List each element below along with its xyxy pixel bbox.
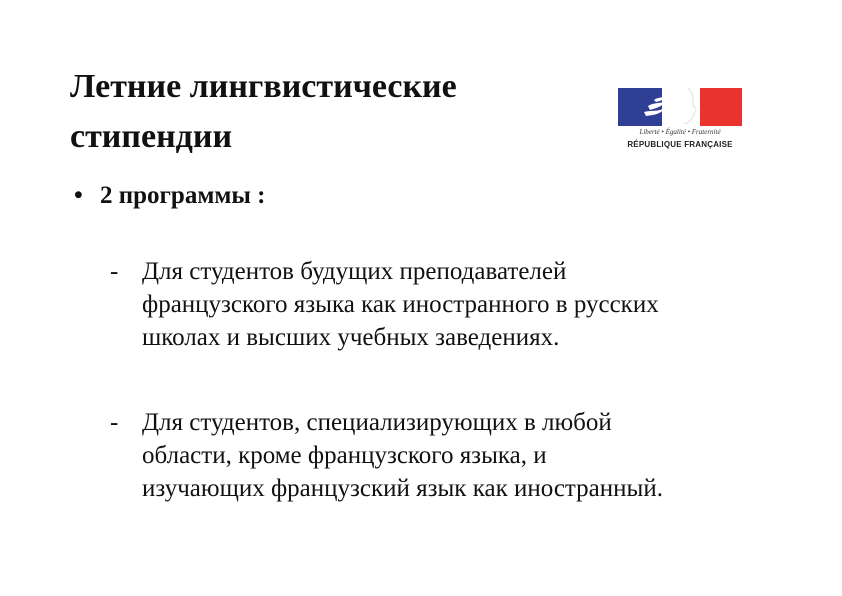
marianne-flag-icon bbox=[618, 88, 742, 126]
item-1-line-1: Для студентов будущих преподавателей bbox=[142, 258, 567, 285]
bullet-marker: • bbox=[74, 182, 83, 209]
sub-item-1 bbox=[110, 255, 810, 354]
logo-name: RÉPUBLIQUE FRANÇAISE bbox=[627, 140, 733, 149]
list-item bbox=[110, 255, 810, 354]
republique-francaise-logo bbox=[618, 88, 742, 156]
logo-motto: Liberté • Égalité • Fraternité bbox=[639, 128, 721, 136]
main-bullet bbox=[74, 178, 265, 214]
sub-item-2 bbox=[110, 406, 810, 505]
item-1-line-2: французского языка как иностранного в русских bbox=[142, 291, 659, 318]
item-2-line-2: области, кроме французского языка, и bbox=[142, 442, 547, 469]
dash-marker: - bbox=[110, 409, 119, 436]
title-line-2: стипендии bbox=[70, 118, 233, 155]
item-2-line-1: Для студентов, специализирующих в любой bbox=[142, 409, 612, 436]
item-1-line-3: школах и высших учебных заведениях. bbox=[142, 324, 560, 351]
main-bullet-text: 2 программы : bbox=[100, 182, 266, 209]
item-2-line-3: изучающих французский язык как иностранный. bbox=[142, 475, 663, 502]
list-item bbox=[110, 406, 810, 505]
title-line-1: Летние лингвистические bbox=[70, 68, 457, 105]
dash-marker: - bbox=[110, 258, 119, 285]
slide-title bbox=[70, 62, 590, 162]
